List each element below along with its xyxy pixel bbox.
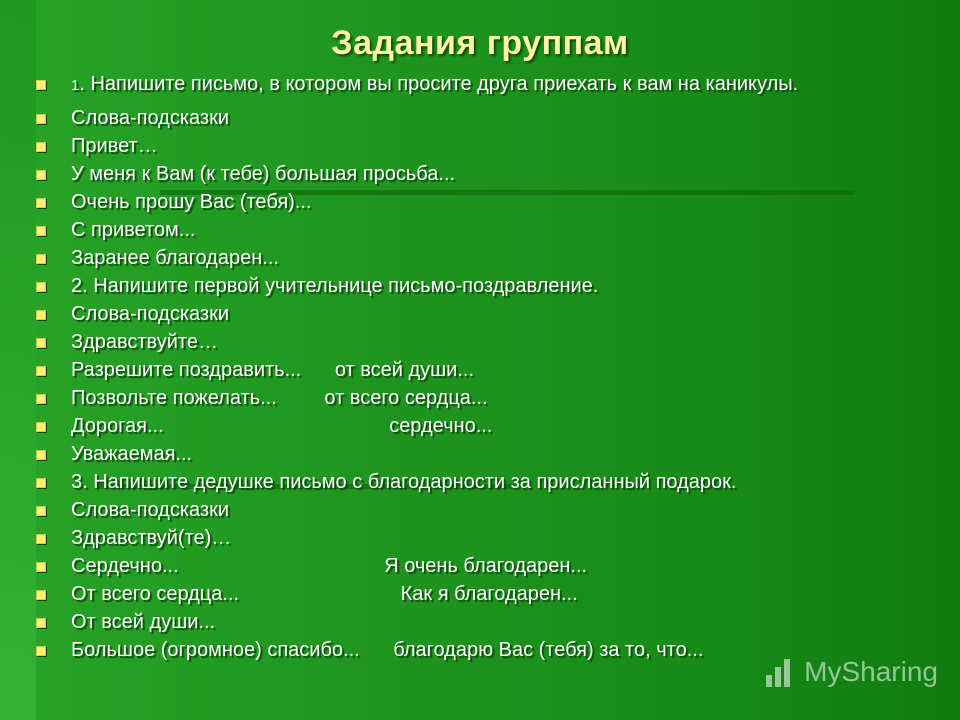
item-text: Сердечно... <box>71 555 179 577</box>
list-item <box>36 612 936 633</box>
chart-bars-icon <box>764 657 798 687</box>
item-text: 2. Напишите первой учительнице письмо-поздравление. <box>71 275 599 297</box>
square-bullet-icon <box>36 80 46 90</box>
list-item <box>36 136 936 157</box>
item-text: Привет… <box>71 135 158 157</box>
list-item <box>36 192 936 213</box>
watermark <box>764 656 938 688</box>
watermark-label: MySharing <box>804 656 938 687</box>
left-gradient-strip <box>0 0 36 720</box>
square-bullet-icon <box>36 646 46 656</box>
list-item <box>36 332 936 353</box>
list-item <box>36 416 936 437</box>
task-list <box>36 74 936 668</box>
item-text: Дорогая... <box>71 415 164 437</box>
list-item <box>36 584 936 605</box>
item-text: Заранее благодарен... <box>71 247 279 269</box>
item-text: У меня к Вам (к тебе) большая просьба... <box>71 163 456 185</box>
item-text-second-column: благодарю Вас (тебя) за то, что... <box>393 639 704 661</box>
square-bullet-icon <box>36 142 46 152</box>
square-bullet-icon <box>36 338 46 348</box>
square-bullet-icon <box>36 198 46 208</box>
item-text: Слова-подсказки <box>71 499 230 521</box>
square-bullet-icon <box>36 422 46 432</box>
item-text: Слова-подсказки <box>71 303 230 325</box>
slide-title: Задания группам <box>331 24 629 62</box>
item-text-second-column: Как я благодарен... <box>400 583 578 605</box>
square-bullet-icon <box>36 394 46 404</box>
item-text: Большое (огромное) спасибо... <box>71 639 360 661</box>
item-text-second-column: сердечно... <box>389 415 493 437</box>
item-text: Слова-подсказки <box>71 107 230 129</box>
item-number: 1 <box>71 77 80 94</box>
item-text-second-column: от всего сердца... <box>324 387 488 409</box>
list-item <box>36 388 936 409</box>
square-bullet-icon <box>36 478 46 488</box>
square-bullet-icon <box>36 562 46 572</box>
item-text: Разрешите поздравить... <box>71 359 302 381</box>
list-item <box>36 360 936 381</box>
list-item <box>36 248 936 269</box>
list-item <box>36 472 936 493</box>
item-text: Здравствуйте… <box>71 331 218 353</box>
item-text: Позвольте пожелать... <box>71 387 277 409</box>
square-bullet-icon <box>36 310 46 320</box>
square-bullet-icon <box>36 170 46 180</box>
square-bullet-icon <box>36 282 46 292</box>
item-text: От всей души... <box>71 611 216 633</box>
list-item <box>36 304 936 325</box>
list-item <box>36 444 936 465</box>
item-text-second-column: Я очень благодарен... <box>384 555 588 577</box>
list-item <box>36 528 936 549</box>
square-bullet-icon <box>36 114 46 124</box>
item-text: От всего сердца... <box>71 583 240 605</box>
item-text: Здравствуй(те)… <box>71 527 232 549</box>
item-text-second-column: от всей души... <box>334 359 475 381</box>
item-text: . Напишите письмо, в котором вы просите друга приехать к вам на каникулы. <box>79 73 799 95</box>
list-item <box>36 556 936 577</box>
list-item <box>36 74 936 96</box>
item-text: С приветом... <box>71 219 196 241</box>
square-bullet-icon <box>36 590 46 600</box>
list-item <box>36 500 936 521</box>
square-bullet-icon <box>36 534 46 544</box>
square-bullet-icon <box>36 366 46 376</box>
square-bullet-icon <box>36 450 46 460</box>
square-bullet-icon <box>36 618 46 628</box>
list-item <box>36 108 936 129</box>
list-item <box>36 276 936 297</box>
square-bullet-icon <box>36 226 46 236</box>
square-bullet-icon <box>36 506 46 516</box>
list-item <box>36 220 936 241</box>
list-item <box>36 164 936 185</box>
item-text: 3. Напишите дедушке письмо с благодарности за присланный подарок. <box>71 471 737 493</box>
square-bullet-icon <box>36 254 46 264</box>
item-text: Очень прошу Вас (тебя)... <box>71 191 312 213</box>
item-text: Уважаемая... <box>71 443 193 465</box>
